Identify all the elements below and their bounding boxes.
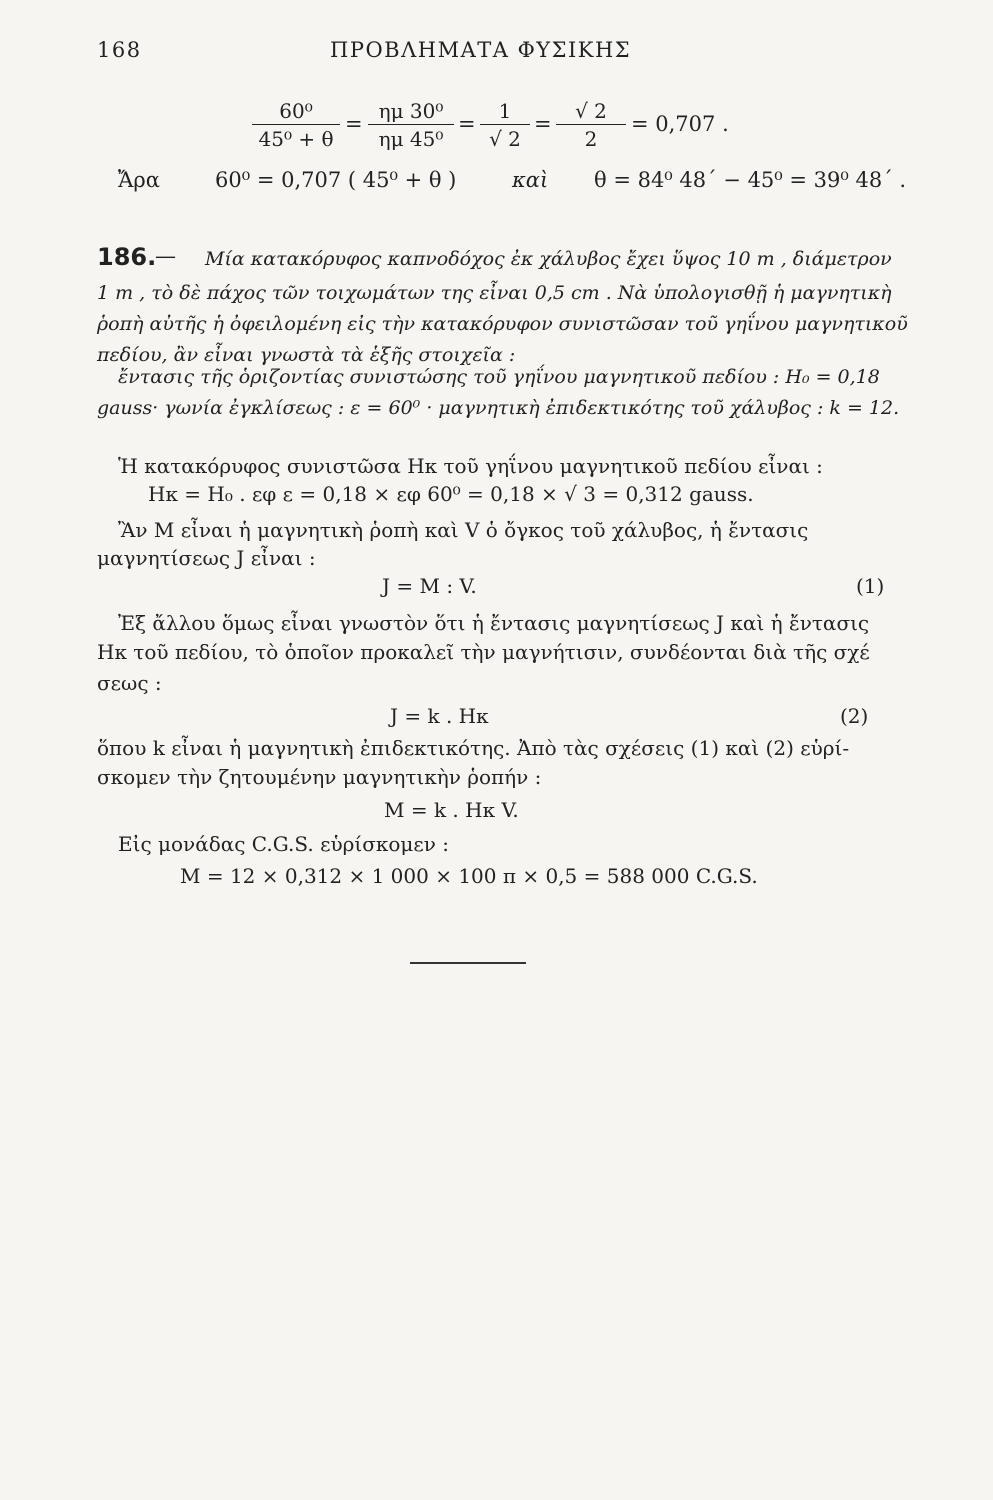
- solution-line-6: Hκ τοῦ πεδίου, τὸ ὁποῖον προκαλεῖ τὴν μαγνήτισιν, συνδέονται διὰ τῆς σχέ: [97, 640, 870, 664]
- solution-line-4: μαγνητίσεως J εἶναι :: [97, 546, 316, 570]
- problem-dash: —: [155, 244, 176, 268]
- solution-line-10: Εἰς μονάδας C.G.S. εὑρίσκομεν :: [118, 832, 450, 856]
- solution-line-8: ὅπου k εἶναι ἡ μαγνητικὴ ἐπιδεκτικότης. Ἀπὸ τὰς σχέσεις (1) καὶ (2) εὑρί-: [97, 736, 850, 760]
- solution-line-7: σεως :: [97, 671, 162, 695]
- equation-label-1: (1): [856, 574, 885, 598]
- equation-label-2: (2): [840, 704, 869, 728]
- solution-line-1: Ἡ κατακόρυφος συνιστῶσα Hκ τοῦ γηΐνου μαγνητικοῦ πεδίου εἶναι :: [118, 454, 823, 478]
- fraction-3: [480, 98, 530, 153]
- problem-line-5: ἔντασις τῆς ὁριζοντίας συνιστώσης τοῦ γηΐνου μαγνητικοῦ πεδίου : H₀ = 0,18: [118, 366, 880, 388]
- problem-line-4: πεδίου, ἂν εἶναι γνωστὰ τὰ ἑξῆς στοιχεῖα :: [97, 344, 516, 366]
- problem-line-3: ῥοπὴ αὐτῆς ἡ ὀφειλομένη εἰς τὴν κατακόρυφον συνιστῶσαν τοῦ γηΐνου μαγνητικοῦ: [97, 313, 908, 335]
- problem-line-6: gauss· γωνία ἐγκλίσεως : ε = 60⁰ · μαγνητικὴ ἐπιδεκτικότης τοῦ χάλυβος : k = 12.: [97, 397, 900, 419]
- page-number: 168: [97, 38, 142, 62]
- equals-sign: =: [345, 112, 363, 136]
- equation-2-expression: 60⁰ = 0,707 ( 45⁰ + θ ): [215, 168, 457, 192]
- equation-final-result: M = 12 × 0,312 × 1 000 × 100 π × 0,5 = 588 000 C.G.S.: [180, 864, 758, 888]
- equation-j-k-h: J = k . Hκ: [390, 704, 489, 728]
- kai-word: καὶ: [512, 168, 549, 192]
- fraction-1-numerator: 60⁰: [252, 98, 340, 125]
- fraction-1-denominator: 45⁰ + θ: [258, 127, 334, 151]
- fraction-4: [556, 98, 626, 153]
- fraction-4-numerator: √ 2: [556, 98, 626, 125]
- problem-line-2: 1 m , τὸ δὲ πάχος τῶν τοιχωμάτων της εἶναι 0,5 cm . Νὰ ὑπολογισθῇ ἡ μαγνητικὴ: [97, 282, 892, 304]
- equals-sign: =: [458, 112, 476, 136]
- equation-2-result: θ = 84⁰ 48΄ − 45⁰ = 39⁰ 48΄ .: [594, 168, 907, 192]
- equation-1-result: = 0,707 .: [631, 112, 729, 136]
- ara-word: Ἄρα: [118, 168, 160, 192]
- equation-j-m-v: J = M : V.: [382, 574, 477, 598]
- solution-line-2: Hκ = H₀ . εφ ε = 0,18 × εφ 60⁰ = 0,18 × √ 3 = 0,312 gauss.: [148, 482, 754, 506]
- problem-number: 186.: [97, 243, 157, 271]
- solution-line-9: σκομεν τὴν ζητουμένην μαγνητικὴν ῥοπήν :: [97, 765, 542, 789]
- fraction-2: [368, 98, 454, 153]
- fraction-3-denominator: √ 2: [489, 127, 521, 151]
- equals-sign: =: [534, 112, 552, 136]
- running-title: ΠΡΟΒΛΗΜΑΤΑ ΦΥΣΙΚΗΣ: [330, 38, 632, 62]
- section-divider: [410, 962, 526, 964]
- fraction-4-denominator: 2: [584, 127, 598, 151]
- fraction-2-denominator: ημ 45⁰: [378, 127, 444, 151]
- equation-m-k-h-v: M = k . Hκ V.: [384, 798, 519, 822]
- fraction-1: [252, 98, 340, 153]
- fraction-2-numerator: ημ 30⁰: [368, 98, 454, 125]
- solution-line-3: Ἂν M εἶναι ἡ μαγνητικὴ ῥοπὴ καὶ V ὁ ὄγκος τοῦ χάλυβος, ἡ ἔντασις: [118, 518, 809, 542]
- bleed-through-decoration: [60, 900, 940, 1460]
- problem-line-1: Μία κατακόρυφος καπνοδόχος ἐκ χάλυβος ἔχει ὕψος 10 m , διάμετρον: [205, 248, 892, 270]
- solution-line-5: Ἐξ ἄλλου ὅμως εἶναι γνωστὸν ὅτι ἡ ἔντασις μαγνητίσεως J καὶ ἡ ἔντασις: [118, 611, 870, 635]
- fraction-3-numerator: 1: [480, 98, 530, 125]
